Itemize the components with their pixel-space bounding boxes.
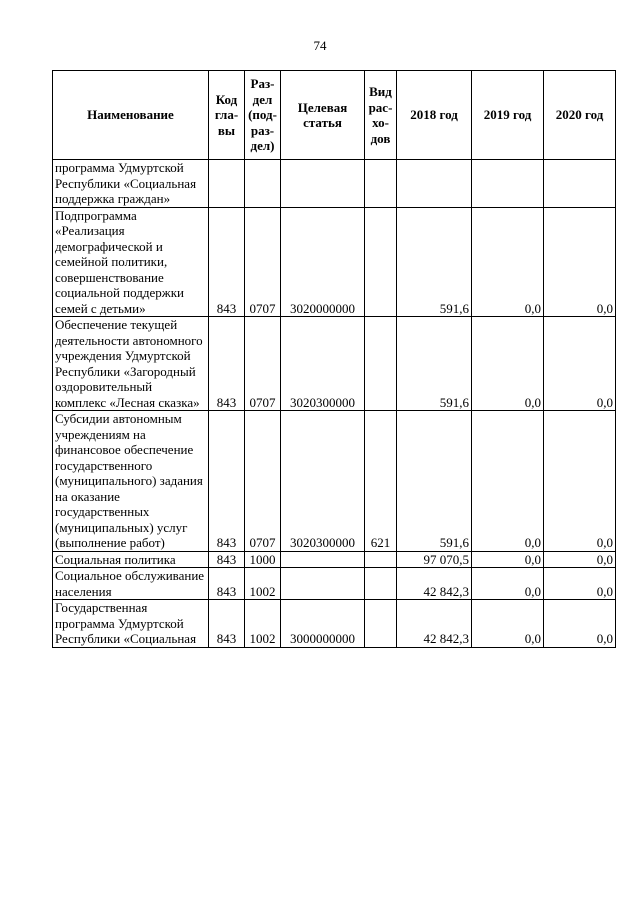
row-chapter-code: 843 <box>209 600 245 648</box>
row-chapter-code: 843 <box>209 317 245 411</box>
table-row <box>53 551 616 568</box>
row-section: 1002 <box>245 600 281 648</box>
row-section: 0707 <box>245 207 281 317</box>
header-expense-type: Вид рас-хо-дов <box>365 71 397 160</box>
row-name: Социальная политика <box>53 551 209 568</box>
row-target-item <box>281 160 365 208</box>
row-chapter-code <box>209 160 245 208</box>
row-section: 1000 <box>245 551 281 568</box>
header-chapter-code: Код гла-вы <box>209 71 245 160</box>
table-row <box>53 160 616 208</box>
row-amount-2020: 0,0 <box>544 568 616 600</box>
row-amount-2018: 591,6 <box>397 317 472 411</box>
header-year-2020: 2020 год <box>544 71 616 160</box>
row-amount-2018: 97 070,5 <box>397 551 472 568</box>
row-amount-2018: 591,6 <box>397 207 472 317</box>
table-row <box>53 600 616 648</box>
row-amount-2019: 0,0 <box>472 411 544 552</box>
row-amount-2020: 0,0 <box>544 317 616 411</box>
row-amount-2019: 0,0 <box>472 207 544 317</box>
row-expense-type: 621 <box>365 411 397 552</box>
header-row <box>53 71 616 160</box>
row-section: 0707 <box>245 411 281 552</box>
row-chapter-code: 843 <box>209 411 245 552</box>
row-section: 1002 <box>245 568 281 600</box>
row-target-item <box>281 551 365 568</box>
row-amount-2019: 0,0 <box>472 551 544 568</box>
row-name: программа Удмуртской Республики «Социальная поддержка граждан» <box>53 160 209 208</box>
row-chapter-code: 843 <box>209 551 245 568</box>
row-name: Подпрограмма «Реализация демографической и семейной политики, совершенствование социальной поддержки семей с детьми» <box>53 207 209 317</box>
row-name: Государственная программа Удмуртской Республики «Социальная <box>53 600 209 648</box>
row-amount-2020: 0,0 <box>544 551 616 568</box>
row-amount-2019: 0,0 <box>472 568 544 600</box>
row-amount-2019: 0,0 <box>472 600 544 648</box>
row-target-item: 3000000000 <box>281 600 365 648</box>
row-target-item: 3020300000 <box>281 317 365 411</box>
table-row <box>53 207 616 317</box>
row-target-item: 3020300000 <box>281 411 365 552</box>
row-amount-2020: 0,0 <box>544 207 616 317</box>
row-target-item <box>281 568 365 600</box>
row-target-item: 3020000000 <box>281 207 365 317</box>
row-name: Обеспечение текущей деятельности автономного учреждения Удмуртской Республики «Загородный оздоровительный комплекс «Лесная сказка» <box>53 317 209 411</box>
row-amount-2019: 0,0 <box>472 317 544 411</box>
budget-table <box>52 70 616 648</box>
row-name: Субсидии автономным учреждениям на финансовое обеспечение государственного (муниципального) задания на оказание государственных (муниципальных) услуг (выполнение работ) <box>53 411 209 552</box>
table-row <box>53 317 616 411</box>
table-row <box>53 568 616 600</box>
header-target-item: Целевая статья <box>281 71 365 160</box>
row-amount-2018: 591,6 <box>397 411 472 552</box>
row-name: Социальное обслуживание населения <box>53 568 209 600</box>
page-number: 74 <box>313 38 327 53</box>
row-amount-2018 <box>397 160 472 208</box>
row-amount-2020: 0,0 <box>544 600 616 648</box>
row-expense-type <box>365 160 397 208</box>
row-amount-2018: 42 842,3 <box>397 600 472 648</box>
row-amount-2018: 42 842,3 <box>397 568 472 600</box>
row-amount-2020: 0,0 <box>544 411 616 552</box>
header-year-2018: 2018 год <box>397 71 472 160</box>
row-expense-type <box>365 568 397 600</box>
header-section: Раз-дел (под-раз-дел) <box>245 71 281 160</box>
row-expense-type <box>365 207 397 317</box>
row-amount-2019 <box>472 160 544 208</box>
header-name: Наименование <box>53 71 209 160</box>
row-amount-2020 <box>544 160 616 208</box>
row-chapter-code: 843 <box>209 568 245 600</box>
row-expense-type <box>365 600 397 648</box>
table-row <box>53 411 616 552</box>
row-expense-type <box>365 551 397 568</box>
row-expense-type <box>365 317 397 411</box>
row-section: 0707 <box>245 317 281 411</box>
row-section <box>245 160 281 208</box>
header-year-2019: 2019 год <box>472 71 544 160</box>
row-chapter-code: 843 <box>209 207 245 317</box>
